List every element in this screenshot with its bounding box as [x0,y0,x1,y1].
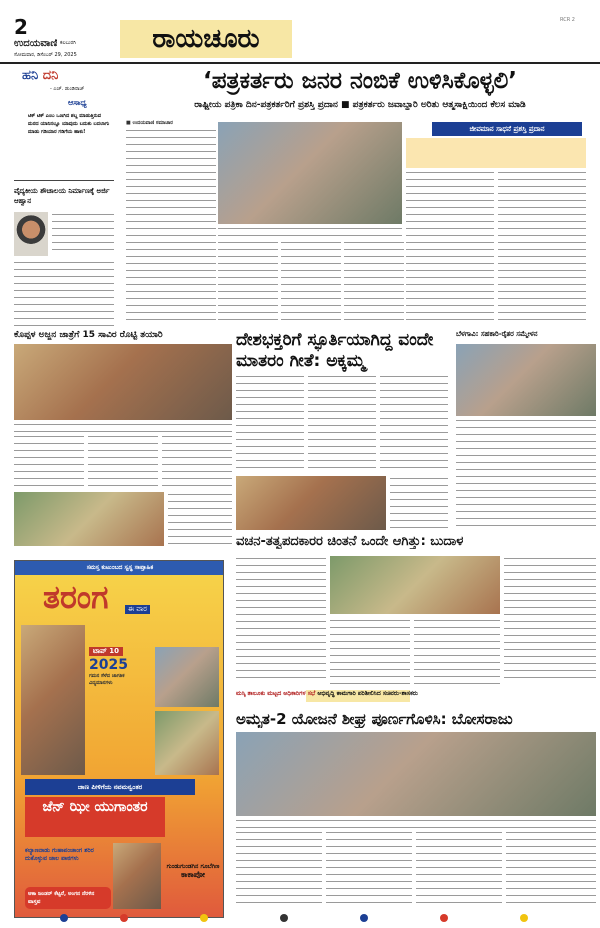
deshabhakta-column-2 [308,374,376,474]
amrut-column-1 [236,830,322,908]
ad-top10-badge: ಟಾಪ್ 10 [89,647,123,656]
brand-name: ಉದಯವಾಣಿ [14,38,58,49]
deshabhakta-photo-caption [390,476,448,530]
ad-year-sub: ಗಮನ ಸೆಳೆದ ಜಾಗತಿಕ ವಿದ್ಯಮಾನಗಳು [89,673,125,686]
cooperative-photo [456,344,596,416]
ad-photo-bird [113,843,161,909]
side-story-text-2 [14,260,114,326]
lead-photo-caption [218,226,402,238]
deshabhakta-photo [236,476,386,530]
amrut-headline: ಅಮೃತ-2 ಯೋಜನೆ ಶೀಘ್ರ ಪೂರ್ಣಗೊಳಿಸಿ: ಬೋಸರಾಜು [236,710,513,728]
lifetime-award-box-text [406,138,586,168]
reg-mark [120,914,128,922]
strip-note-a: ಮಸ್ಕಿ ತಾಲೂಕು ಮಟ್ಟದ ಅಧಿಕಾರಿಗಳ ಸಭೆ [236,690,316,697]
honey-dani-author: - ಎಚ್. ಡುಂಡಿರಾಜ್ [50,86,85,92]
lead-subhead: ರಾಷ್ಟ್ರೀಯ ಪತ್ರಿಕಾ ದಿನ-ಪತ್ರಕರ್ತರಿಗೆ ಪ್ರಶಸ್ತಿ ಪ್ರದಾನ ■ ಪತ್ರಕರ್ತರು ಜವಾಬ್ದಾರಿ ಅರಿತು ಆತ್ಮಸಾಕ್ಷಿಯಿಂದ ಕೆಲಸ ಮಾಡಿ [194,100,526,110]
side-story-headline: ವೈದ್ಯಕೀಯ ಶೌಚಾಲಯ ನಿರ್ಮಾಣಕ್ಕೆ ಅರ್ಜಿ ಆಹ್ವಾನ [14,187,110,205]
ad-promo-1: ಕಲ್ಯಾಣನಾಡು ಗುಹಾಪಂಚಾಂಗ ಶರಿರ ದುಕೊಳ್ಳುವ ಜಾಲ ಪಾಠಗಳು [25,847,94,862]
honey-dani-logo [22,68,58,83]
ad-band: ಜಾಣ ಪೀಳಿಗೆಯ ನವಮನ್ವಂತರ [25,779,195,795]
koppal-caption [14,422,232,432]
honey-dani-logo-a: ಹನಿ [22,68,39,83]
cooperative-headline: ಬೆಳಗಾವಿ: ಸಹಕಾರಿ-ರೈತರ ಸಮ್ಮೇಳನ [456,330,538,338]
city-banner: ರಾಯಚೂರು [120,20,292,58]
ad-title: ತರಂಗ [43,578,109,616]
deshabhakta-column-3 [380,374,448,474]
koppal-photo-2-caption [168,492,232,546]
lead-column-1 [126,128,216,326]
lead-byline: ■ ಉದಯವಾಣಿ ಸಮಾಚಾರ [126,120,173,126]
amrut-column-4 [506,830,596,908]
vachana-photo [330,556,500,614]
vachana-headline: ವಚನ-ತತ್ವಪದಕಾರರ ಚಿಂತನೆ ಒಂದೇ ಆಗಿತ್ತು: ಬುದಾಳ [236,534,464,549]
vachana-column-2 [330,618,410,684]
reg-mark [60,914,68,922]
dateline: ಸೋಮವಾರ, ಡಿಸೆಂಬರ್ 29, 2025 [14,52,77,58]
reg-mark [440,914,448,922]
koppal-column-3 [162,434,232,488]
registration-marks [0,910,600,928]
ad-year: 2025 [89,657,128,673]
strip-note-b: ಅಭಿವೃದ್ಧಿ ಕಾಮಗಾರಿ ಪರಿಶೀಲಿಸಿದ ಸಚಿವರು-ಶಾಸಕರು [317,690,418,697]
amrut-caption [236,818,596,828]
ad-kakapo-name: ಕಾಕಾಪೋ [180,870,206,879]
page-tag: RCR 2 [560,17,575,23]
divider [14,180,114,181]
honey-dani-title: ಆಸಾಧ್ಯ [68,98,87,107]
lead-column-6 [498,170,586,326]
ad-title-sub: ಈ ವಾರ [125,605,150,614]
koppal-headline: ಕೊಪ್ಪಳ ಅಜ್ಜನ ಜಾತ್ರೆಗೆ 15 ಸಾವಿರ ರೊಟ್ಟಿ ತಯಾರಿ [14,330,163,340]
lead-headline: ‘ಪತ್ರಕರ್ತರು ಜನರ ನಂಬಿಕೆ ಉಳಿಸಿಕೊಳ್ಳಲಿ’ [202,68,518,94]
deshabhakta-column-1 [236,374,304,474]
koppal-photo [14,344,232,420]
ad-headline: ಜೆನ್ ಝೀ ಯುಗಾಂತರ [25,797,165,837]
koppal-photo-2 [14,492,164,546]
amrut-photo [236,732,596,816]
side-story-text [52,212,114,256]
ad-promo-2: ಆಕಾ ಜಂಡರ್ ಕೆಟ್ಟರೆ, ಅಂಗನ ನೆರಳಿನ ವಾಸ್ತವ [25,887,111,909]
koppal-column-1 [14,434,84,488]
portrait-photo [14,212,48,256]
reg-mark [360,914,368,922]
ad-photo-2 [155,647,219,707]
honey-dani-logo-b: ದನಿ [42,68,59,83]
lead-column-4 [344,240,404,326]
ad-photo-3 [155,711,219,775]
lead-column-3 [281,240,341,326]
lead-column-2 [218,240,278,326]
amrut-column-2 [326,830,412,908]
lead-column-5 [406,170,494,326]
taranga-ad[interactable] [14,560,224,918]
ad-kakapo [165,863,221,879]
brand-edition: ಕಲಬುರಗಿ [60,40,76,46]
ad-kakapo-line: ಗುಂಡುಗುಂಡಗಿನ ಗೂಬೆಗಿಣ [166,863,220,870]
cooperative-text [456,418,596,530]
vachana-column-1 [236,556,326,684]
honey-dani-body: ಟಿಕ್ ಟಿಕ್ ಎಂಬ ಒಣಗಿದ ಶಬ್ದ ಮಾಡುತ್ತಿರುವ ಮರದ ಯಾನಿನಲ್ಲೂ ಯಾವುದು ಬದುಕು ಬದಲಾಗು ಮಾಡು ಗಡಿಯಾರ ಗಡಿಗೆಯ ಹಾಕು! [28,113,110,135]
amrut-column-3 [416,830,502,908]
lead-photo [218,122,402,224]
lifetime-award-box-title: ಜೀವಮಾನ ಸಾಧನೆ ಪ್ರಶಸ್ತಿ ಪ್ರದಾನ [432,122,582,136]
deshabhakta-headline: ದೇಶಭಕ್ತರಿಗೆ ಸ್ಫೂರ್ತಿಯಾಗಿದ್ದ ವಂದೇ ಮಾತರಂ ಗೀತೆ: ಅಕ್ಕಮ್ಮ [236,330,434,371]
reg-mark [520,914,528,922]
reg-mark [280,914,288,922]
koppal-column-2 [88,434,158,488]
page-number: 2 [14,17,28,37]
strip-note [236,690,596,698]
ad-tagline: ಸಮಸ್ತ ಕುಟುಂಬದ ಸ್ವಸ್ಥ ಸಾಪ್ತಾಹಿಕ [15,561,224,575]
vachana-column-3 [414,618,500,684]
vachana-column-4 [504,556,596,684]
ad-photo-girl [21,625,85,775]
reg-mark [200,914,208,922]
